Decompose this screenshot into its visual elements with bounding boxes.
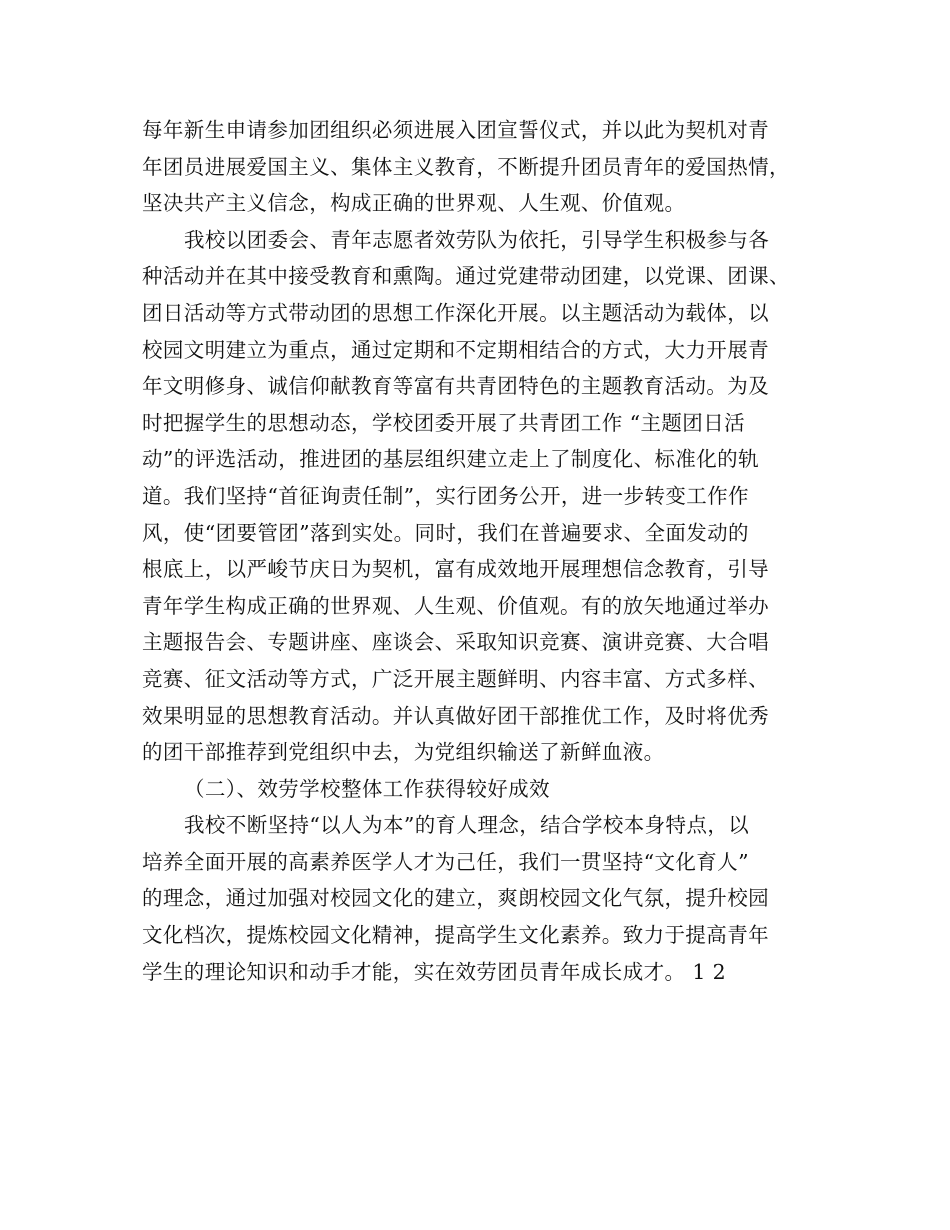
paragraph-start-line: 我校以团委会、青年志愿者效劳队为依托，引导学生积极参与各 [184,227,770,252]
text-line: 动”的评选活动，推进团的基层组织建立走上了制度化、标准化的轨 [142,447,759,472]
text-line: 主题报告会、专题讲座、座谈会、采取知识竞赛、演讲竞赛、大合唱 [142,630,769,655]
text-line: 每年新生申请参加团组织必须进展入团宣誓仪式，并以此为契机对青 [142,118,769,142]
document-body [142,112,812,990]
text-line: 的理念，通过加强对校园文化的建立，爽朗校园文化气氛，提升校园 [142,886,769,911]
text-line: 根底上，以严峻节庆日为契机，富有成效地开展理想信念教育，引导 [142,557,769,582]
text-line: 时把握学生的思想动态，学校团委开展了共青团工作 “主题团日活 [142,410,745,435]
text-line: 种活动并在其中接受教育和熏陶。通过党建带动团建，以党课、团课、 [142,264,790,289]
text-line: 文化档次，提炼校园文化精神，提高学生文化素养。致力于提高青年 [142,923,769,948]
text-line: 培养全面开展的高素养医学人才为己任，我们一贯坚持“文化育人” [142,849,749,874]
text-line: 学生的理论知识和动手才能，实在效劳团员青年成长成才。 1 2 [142,959,727,984]
text-line: 风，使“团要管团”落到实处。同时，我们在普遍要求、全面发动的 [142,520,749,545]
text-line: 青年学生构成正确的世界观、人生观、价值观。有的放矢地通过举办 [142,593,769,618]
text-line: 的团干部推荐到党组织中去，为党组织输送了新鲜血液。 [142,740,665,765]
text-line: 校园文明建立为重点，通过定期和不定期相结合的方式，大力开展青 [142,337,769,362]
text-line: 竞赛、征文活动等方式，广泛开展主题鲜明、内容丰富、方式多样、 [142,666,769,691]
text-line: 年团员进展爱国主义、集体主义教育，不断提升团员青年的爱国热情， [142,154,790,179]
section-heading: （二）、效劳学校整体工作获得较好成效 [184,776,550,801]
text-line: 年文明修身、诚信仰献教育等富有共青团特色的主题教育活动。为及 [142,374,769,399]
text-line: 道。我们坚持“首征询责任制”，实行团务公开，进一步转变工作作 [142,483,749,508]
text-line: 效果明显的思想教育活动。并认真做好团干部推优工作，及时将优秀 [142,703,769,728]
text-line: 团日活动等方式带动团的思想工作深化开展。以主题活动为载体，以 [142,300,769,325]
paragraph-start-line: 我校不断坚持“以人为本”的育人理念，结合学校本身特点，以 [184,813,750,838]
text-line: 坚决共产主义信念，构成正确的世界观、人生观、价值观。 [142,191,686,216]
